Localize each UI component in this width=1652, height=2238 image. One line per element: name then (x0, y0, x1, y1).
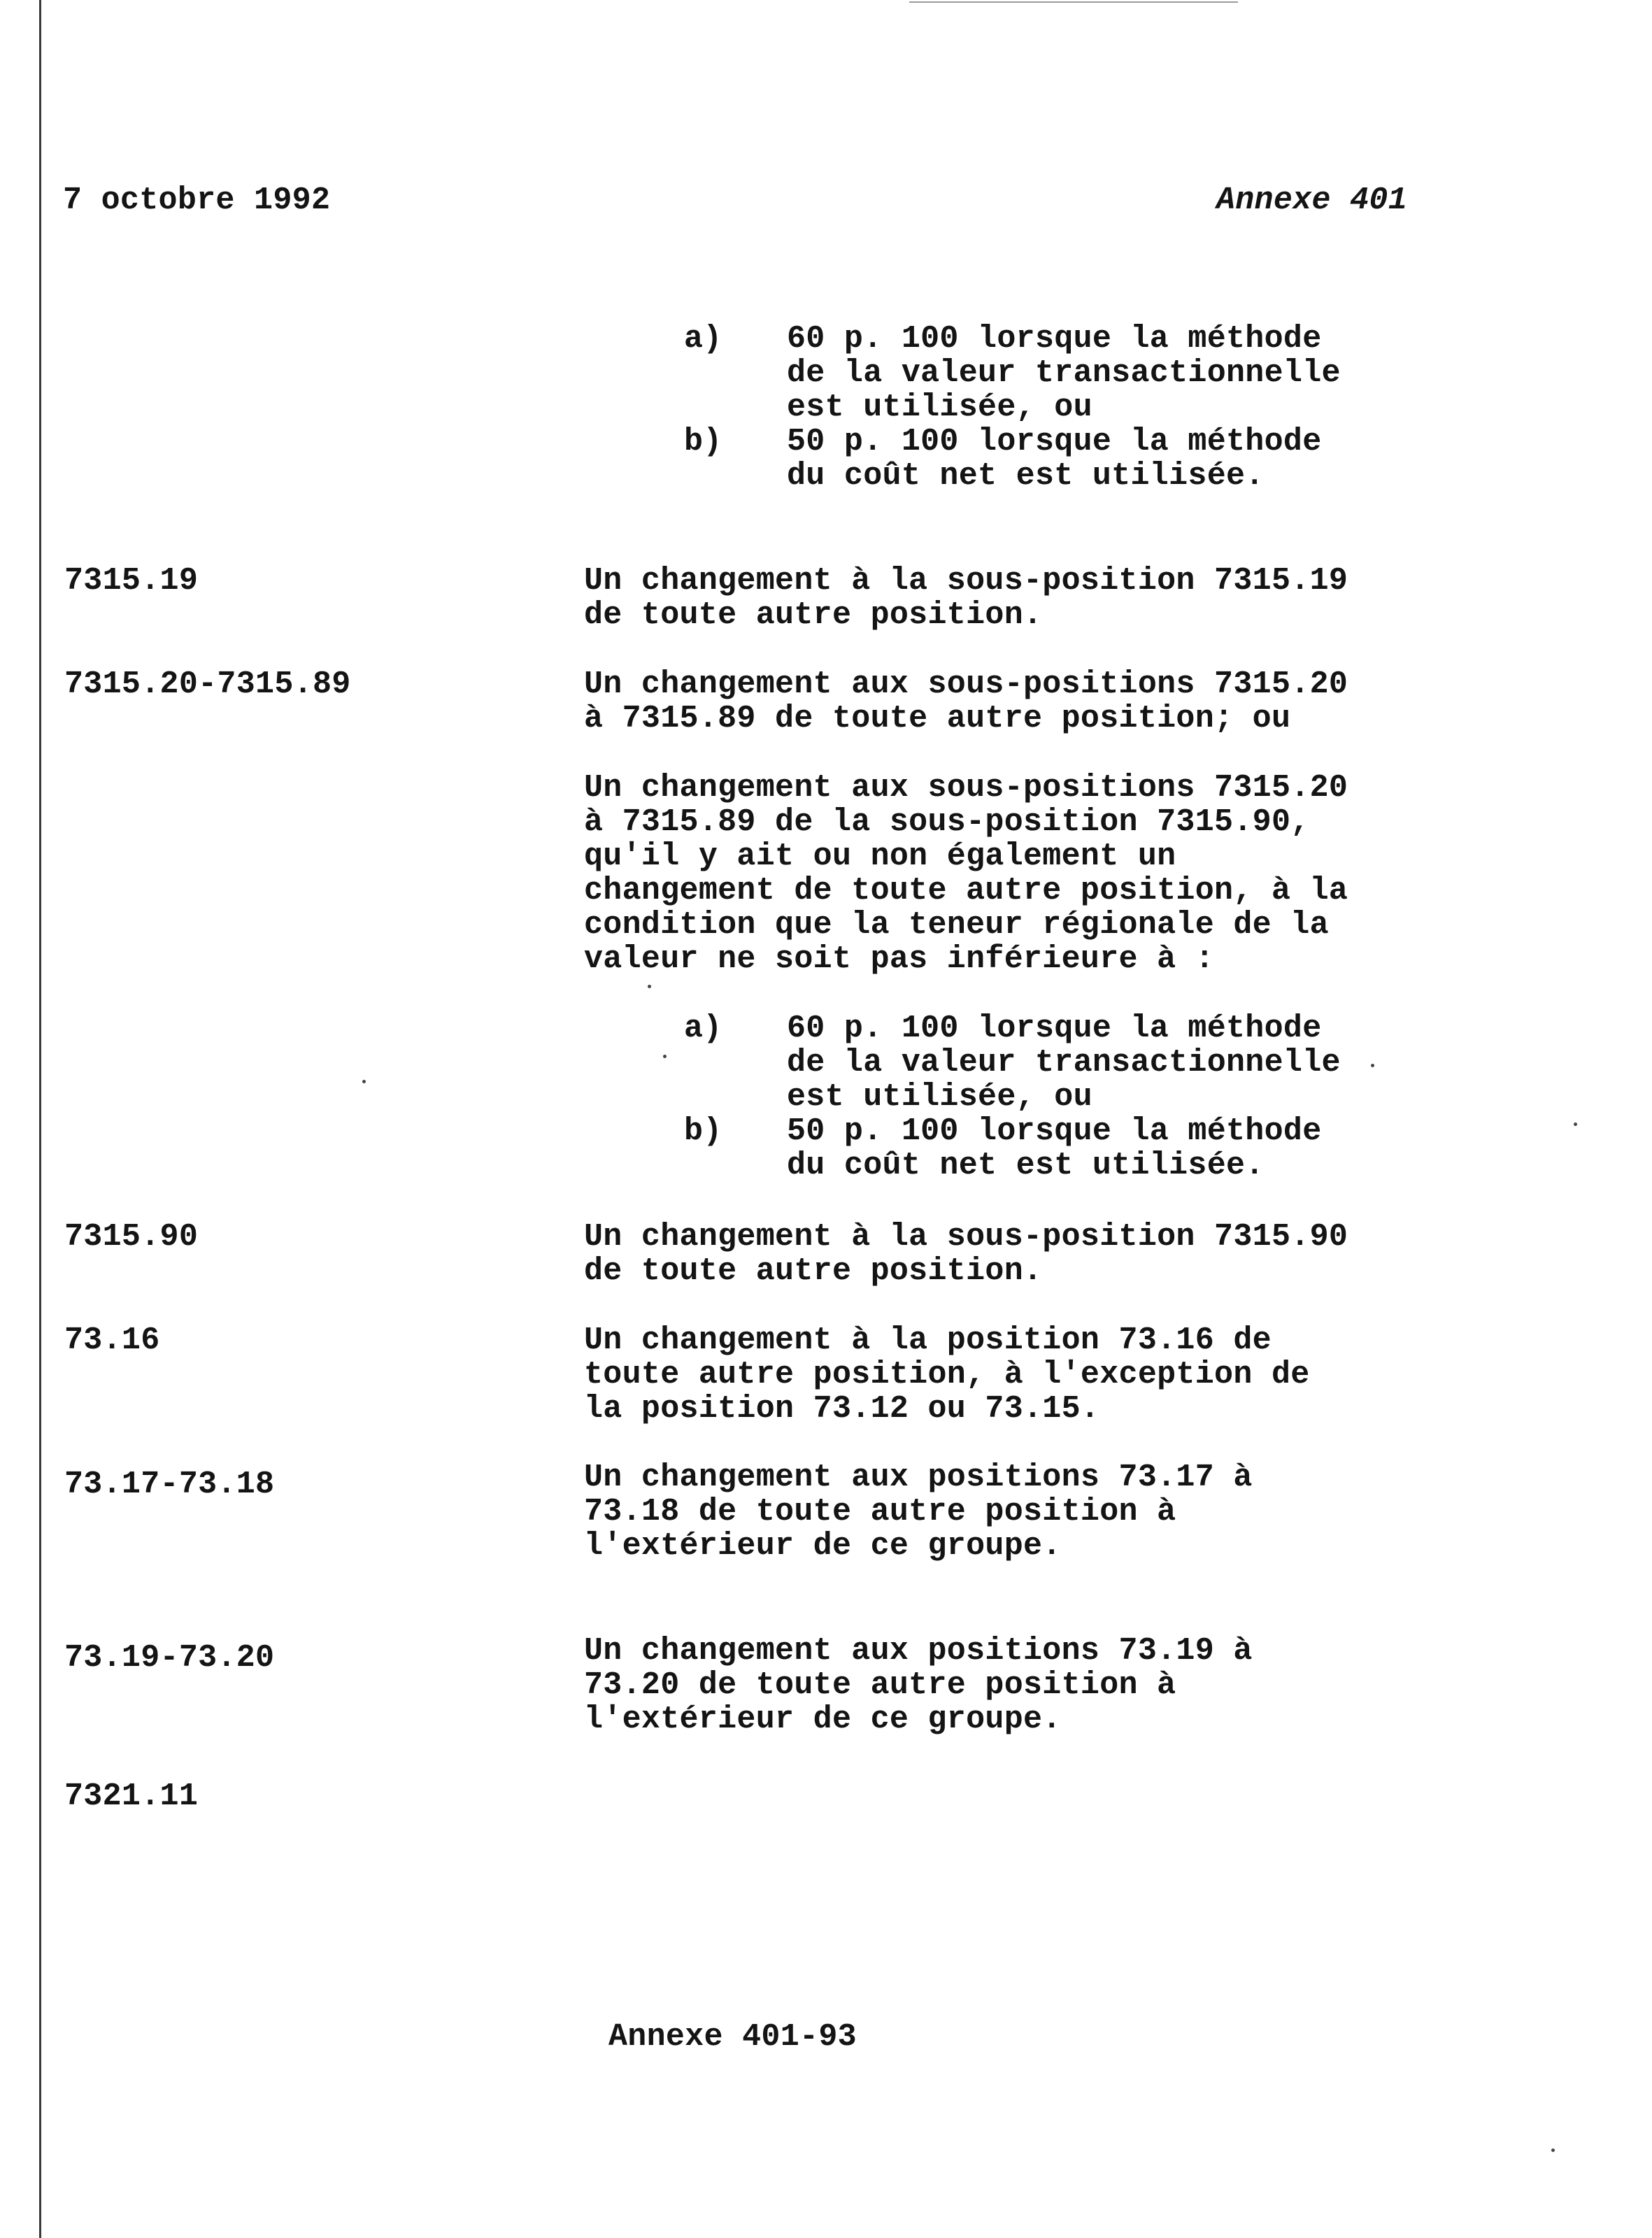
list-label-b: b) (684, 1113, 722, 1149)
scan-speck (362, 1080, 366, 1083)
rule-7315-20-b-line-3: qu'il y ait ou non également un (584, 839, 1176, 874)
rule-7315-20-b-line-4: changement de toute autre position, à la (584, 873, 1348, 908)
rule-73-17-line-1: Un changement aux positions 73.17 à (584, 1460, 1253, 1495)
scan-speck (648, 985, 651, 988)
intro-list-a-line-3: est utilisée, ou (787, 390, 1092, 425)
header-annex-title: Annexe 401 (1216, 183, 1407, 218)
tariff-code-7315-19: 7315.19 (64, 563, 199, 599)
rule-7315-20-a-line-1: Un changement aux sous-positions 7315.20 (584, 667, 1348, 702)
list-a-line-1: 60 p. 100 lorsque la méthode (787, 1011, 1322, 1046)
rule-7315-19-line-2: de toute autre position. (584, 597, 1043, 633)
tariff-code-7321-11: 7321.11 (64, 1779, 199, 1814)
list-a-line-3: est utilisée, ou (787, 1079, 1092, 1115)
scan-speck (1551, 2148, 1555, 2152)
rule-7315-20-b-line-2: à 7315.89 de la sous-position 7315.90, (584, 804, 1310, 840)
rule-7315-20-b-line-1: Un changement aux sous-positions 7315.20 (584, 770, 1348, 806)
rule-73-19-line-2: 73.20 de toute autre position à (584, 1667, 1176, 1703)
tariff-code-7315-20-7315-89: 7315.20-7315.89 (64, 667, 351, 702)
list-b-line-1: 50 p. 100 lorsque la méthode (787, 1113, 1322, 1149)
intro-list-a-line-2: de la valeur transactionnelle (787, 355, 1341, 391)
intro-list-b-line-1: 50 p. 100 lorsque la méthode (787, 424, 1322, 459)
list-b-line-2: du coût net est utilisée. (787, 1148, 1265, 1183)
rule-7315-20-b-line-5: condition que la teneur régionale de la (584, 907, 1329, 943)
rule-7315-90-line-1: Un changement à la sous-position 7315.90 (584, 1219, 1348, 1255)
scan-speck (663, 1055, 667, 1058)
rule-73-16-line-3: la position 73.12 ou 73.15. (584, 1391, 1100, 1427)
tariff-code-73-16: 73.16 (64, 1323, 160, 1358)
rule-73-16-line-1: Un changement à la position 73.16 de (584, 1323, 1272, 1358)
intro-list-b-line-2: du coût net est utilisée. (787, 458, 1265, 494)
tariff-code-73-19-73-20: 73.19-73.20 (64, 1640, 275, 1676)
list-a-line-2: de la valeur transactionnelle (787, 1045, 1341, 1081)
intro-list-a-line-1: 60 p. 100 lorsque la méthode (787, 321, 1322, 357)
rule-73-17-line-2: 73.18 de toute autre position à (584, 1494, 1176, 1530)
footer-page-label: Annexe 401-93 (608, 2019, 857, 2055)
list-label-a: a) (684, 1011, 722, 1046)
scan-speck (1574, 1122, 1577, 1126)
rule-7315-20-a-line-2: à 7315.89 de toute autre position; ou (584, 701, 1291, 736)
page-edge-line (39, 0, 41, 2238)
rule-7315-20-b-line-6: valeur ne soit pas inférieure à : (584, 941, 1215, 977)
rule-7315-19-line-1: Un changement à la sous-position 7315.19 (584, 563, 1348, 599)
rule-73-17-line-3: l'extérieur de ce groupe. (584, 1528, 1062, 1564)
rule-73-19-line-1: Un changement aux positions 73.19 à (584, 1633, 1253, 1669)
rule-73-19-line-3: l'extérieur de ce groupe. (584, 1702, 1062, 1737)
scan-speck (1371, 1064, 1374, 1067)
header-date: 7 octobre 1992 (63, 183, 331, 218)
rule-73-16-line-2: toute autre position, à l'exception de (584, 1357, 1310, 1392)
tariff-code-73-17-73-18: 73.17-73.18 (64, 1467, 275, 1502)
intro-list-label-a: a) (684, 321, 722, 357)
rule-7315-90-line-2: de toute autre position. (584, 1253, 1043, 1289)
intro-list-label-b: b) (684, 424, 722, 459)
tariff-code-7315-90: 7315.90 (64, 1219, 199, 1255)
scan-top-line (909, 1, 1238, 3)
